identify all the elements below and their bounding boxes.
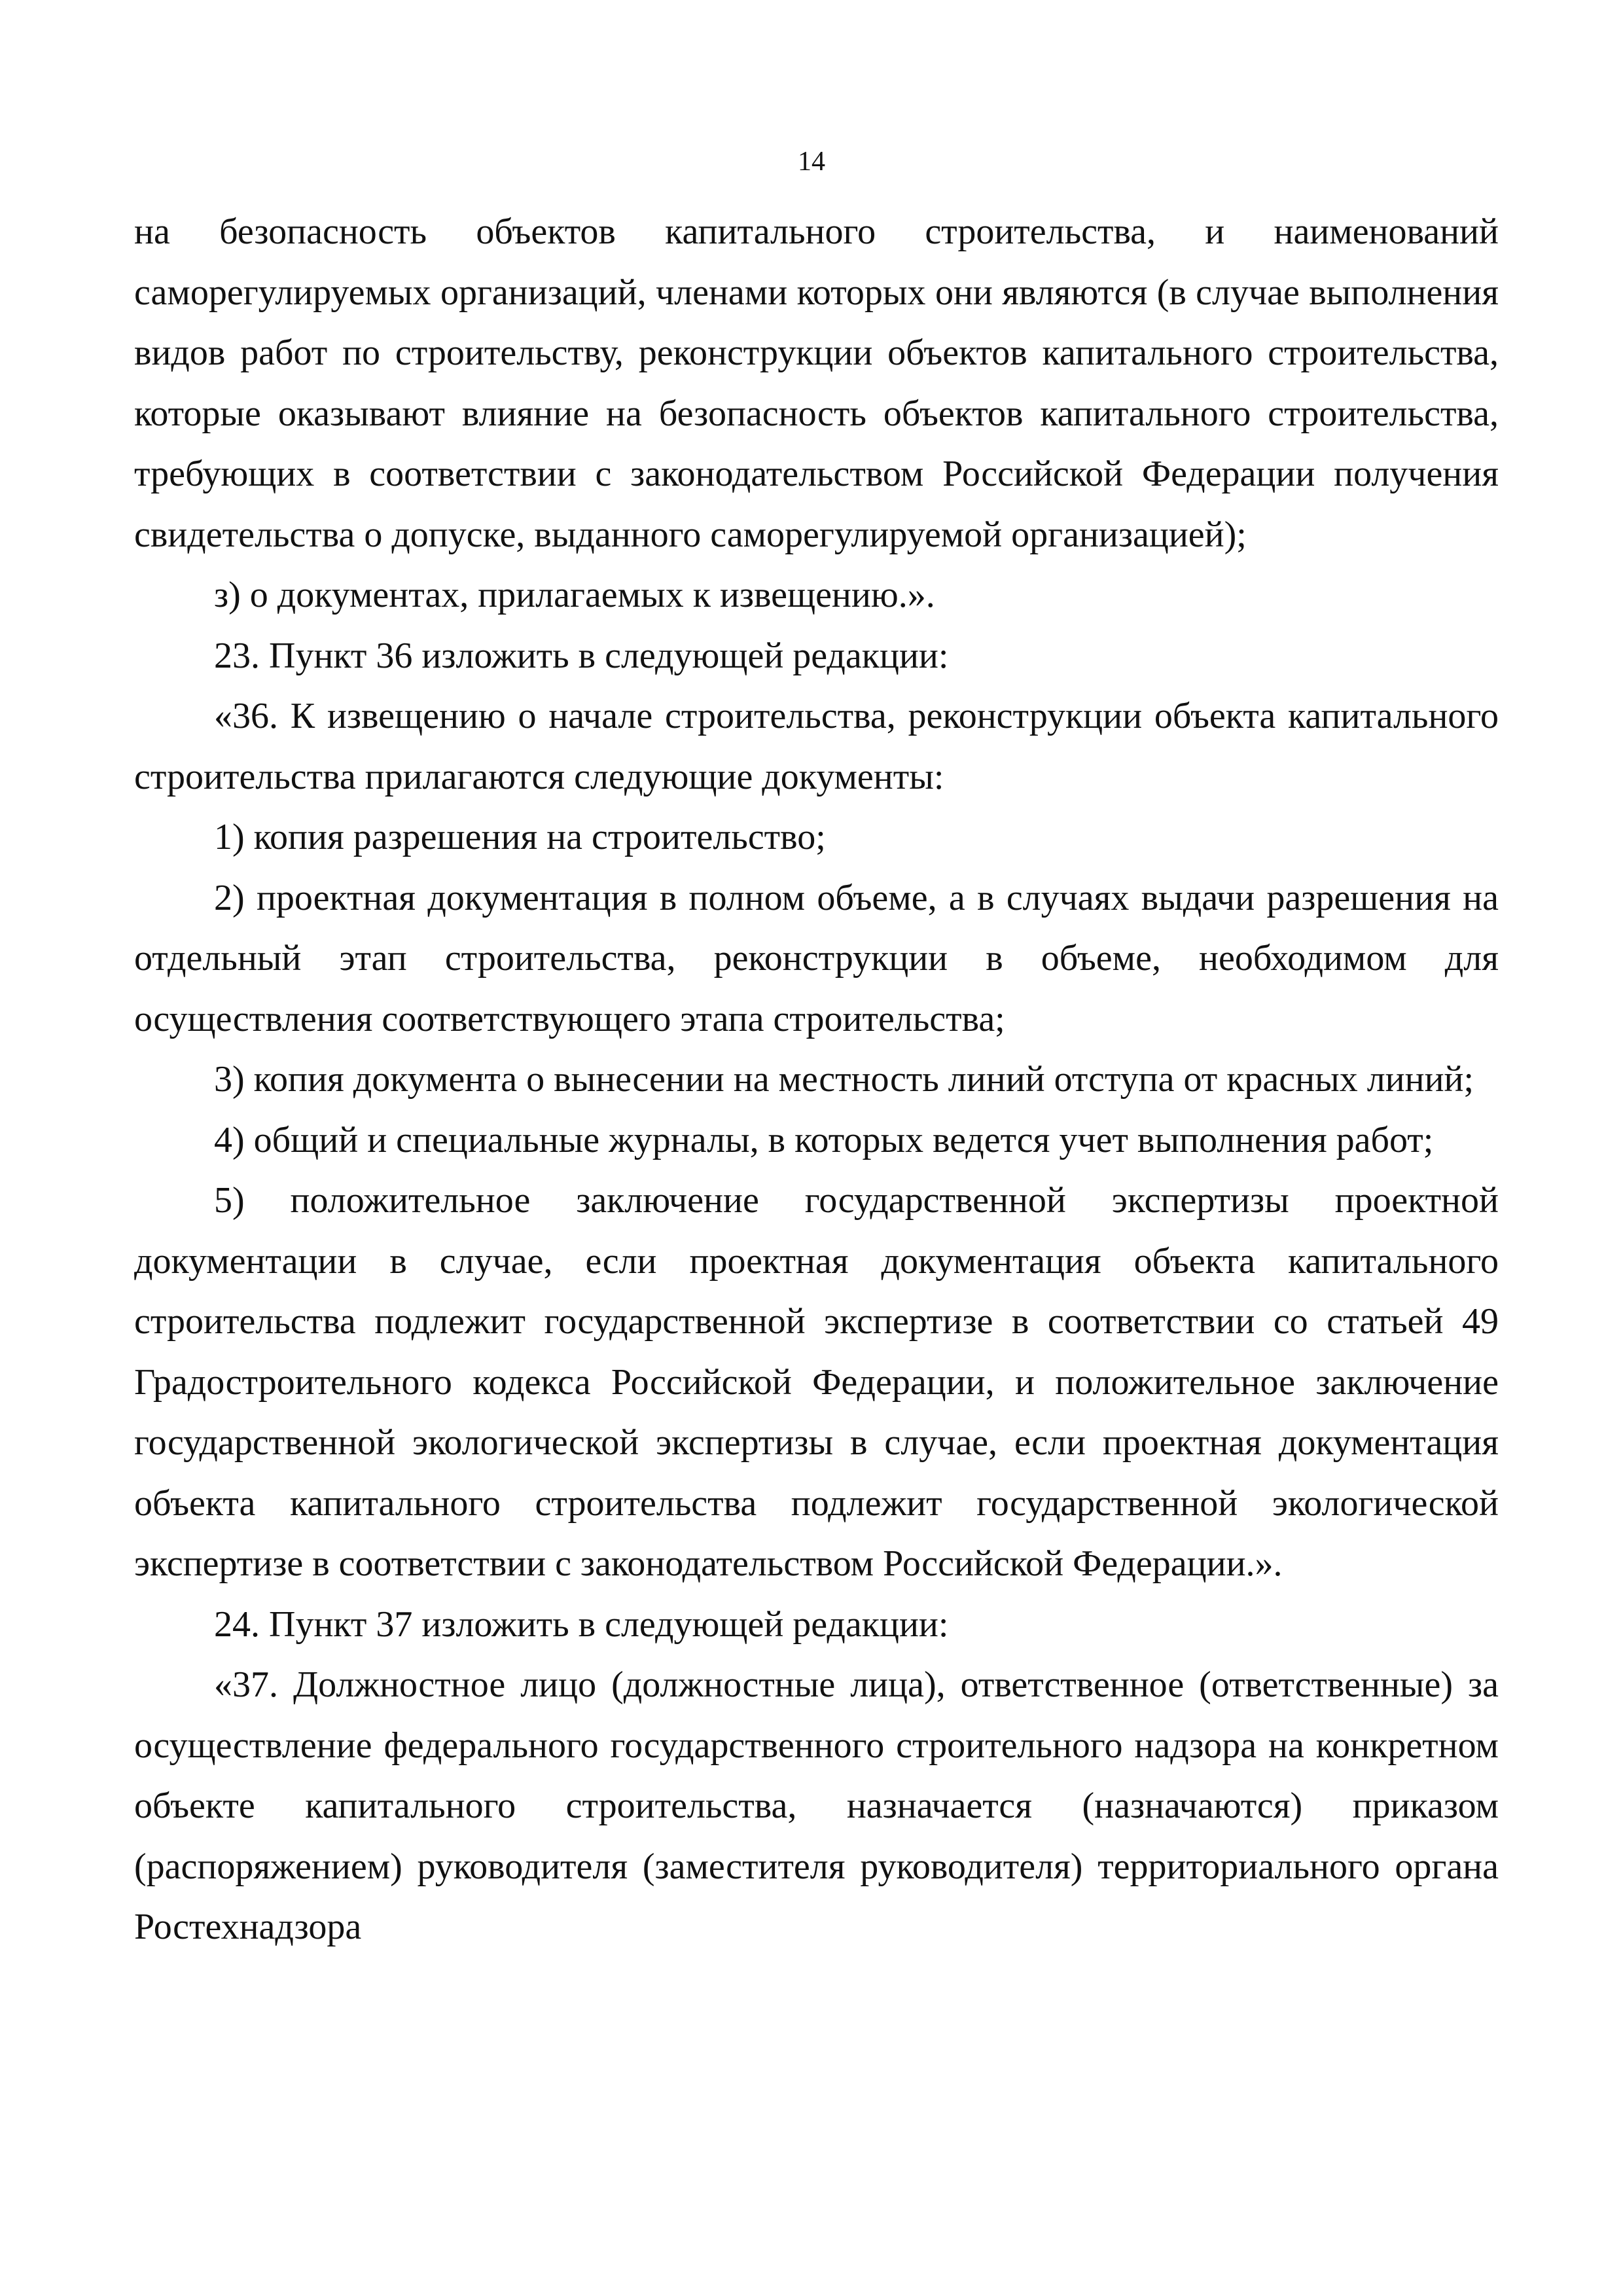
paragraph-clause-37: «37. Должностное лицо (должностные лица), ответственное (ответственные) за осуществление федерального государственного строительного надзора на конкретном объекте капитального строительства, назначается (назначаются) приказом (распоряжением) руководителя (заместителя руководителя) территориального органа Ростехнадзора xyxy=(134,1664,1499,1947)
paragraph-item-24: 24. Пункт 37 изложить в следующей редакции: xyxy=(214,1604,949,1645)
document-body xyxy=(134,202,1499,1958)
paragraph-item-23: 23. Пункт 36 изложить в следующей редакции: xyxy=(214,635,949,676)
paragraph-list-item-1: 1) копия разрешения на строительство; xyxy=(214,817,826,857)
paragraph-clause-36: «36. К извещению о начале строительства, реконструкции объекта капитального строительства прилагаются следующие документы: xyxy=(134,696,1499,797)
paragraph-list-item-4: 4) общий и специальные журналы, в которых ведется учет выполнения работ; xyxy=(214,1119,1434,1160)
paragraph-list-item-5: 5) положительное заключение государственной экспертизы проектной документации в случае, если проектная документация объекта капитального строительства подлежит государственной экспертизе в соответствии со статьей 49 Градостроительного кодекса Российской Федерации, и положительное заключение государственной экологической экспертизы в случае, если проектная документация объекта капитального строительства подлежит государственной экологической экспертизе в соответствии с законодательством Российской Федерации.». xyxy=(134,1180,1499,1584)
paragraph-list-item-2: 2) проектная документация в полном объеме, а в случаях выдачи разрешения на отдельный этап строительства, реконструкции в объеме, необходимом для осуществления соответствующего этапа строительства; xyxy=(134,877,1499,1039)
paragraph-item-z: з) о документах, прилагаемых к извещению.». xyxy=(214,575,935,615)
paragraph-continuation: на безопасность объектов капитального строительства, и наименований саморегулируемых организаций, членами которых они являются (в случае выполнения видов работ по строительству, реконструкции объектов капитального строительства, которые оказывают влияние на безопасность объектов капитального строительства, требующих в соответствии с законодательством Российской Федерации получения свидетельства о допуске, выданного саморегулируемой организацией); xyxy=(134,211,1499,555)
page-number: 14 xyxy=(798,147,825,177)
paragraph-list-item-3: 3) копия документа о вынесении на местность линий отступа от красных линий; xyxy=(214,1059,1474,1100)
